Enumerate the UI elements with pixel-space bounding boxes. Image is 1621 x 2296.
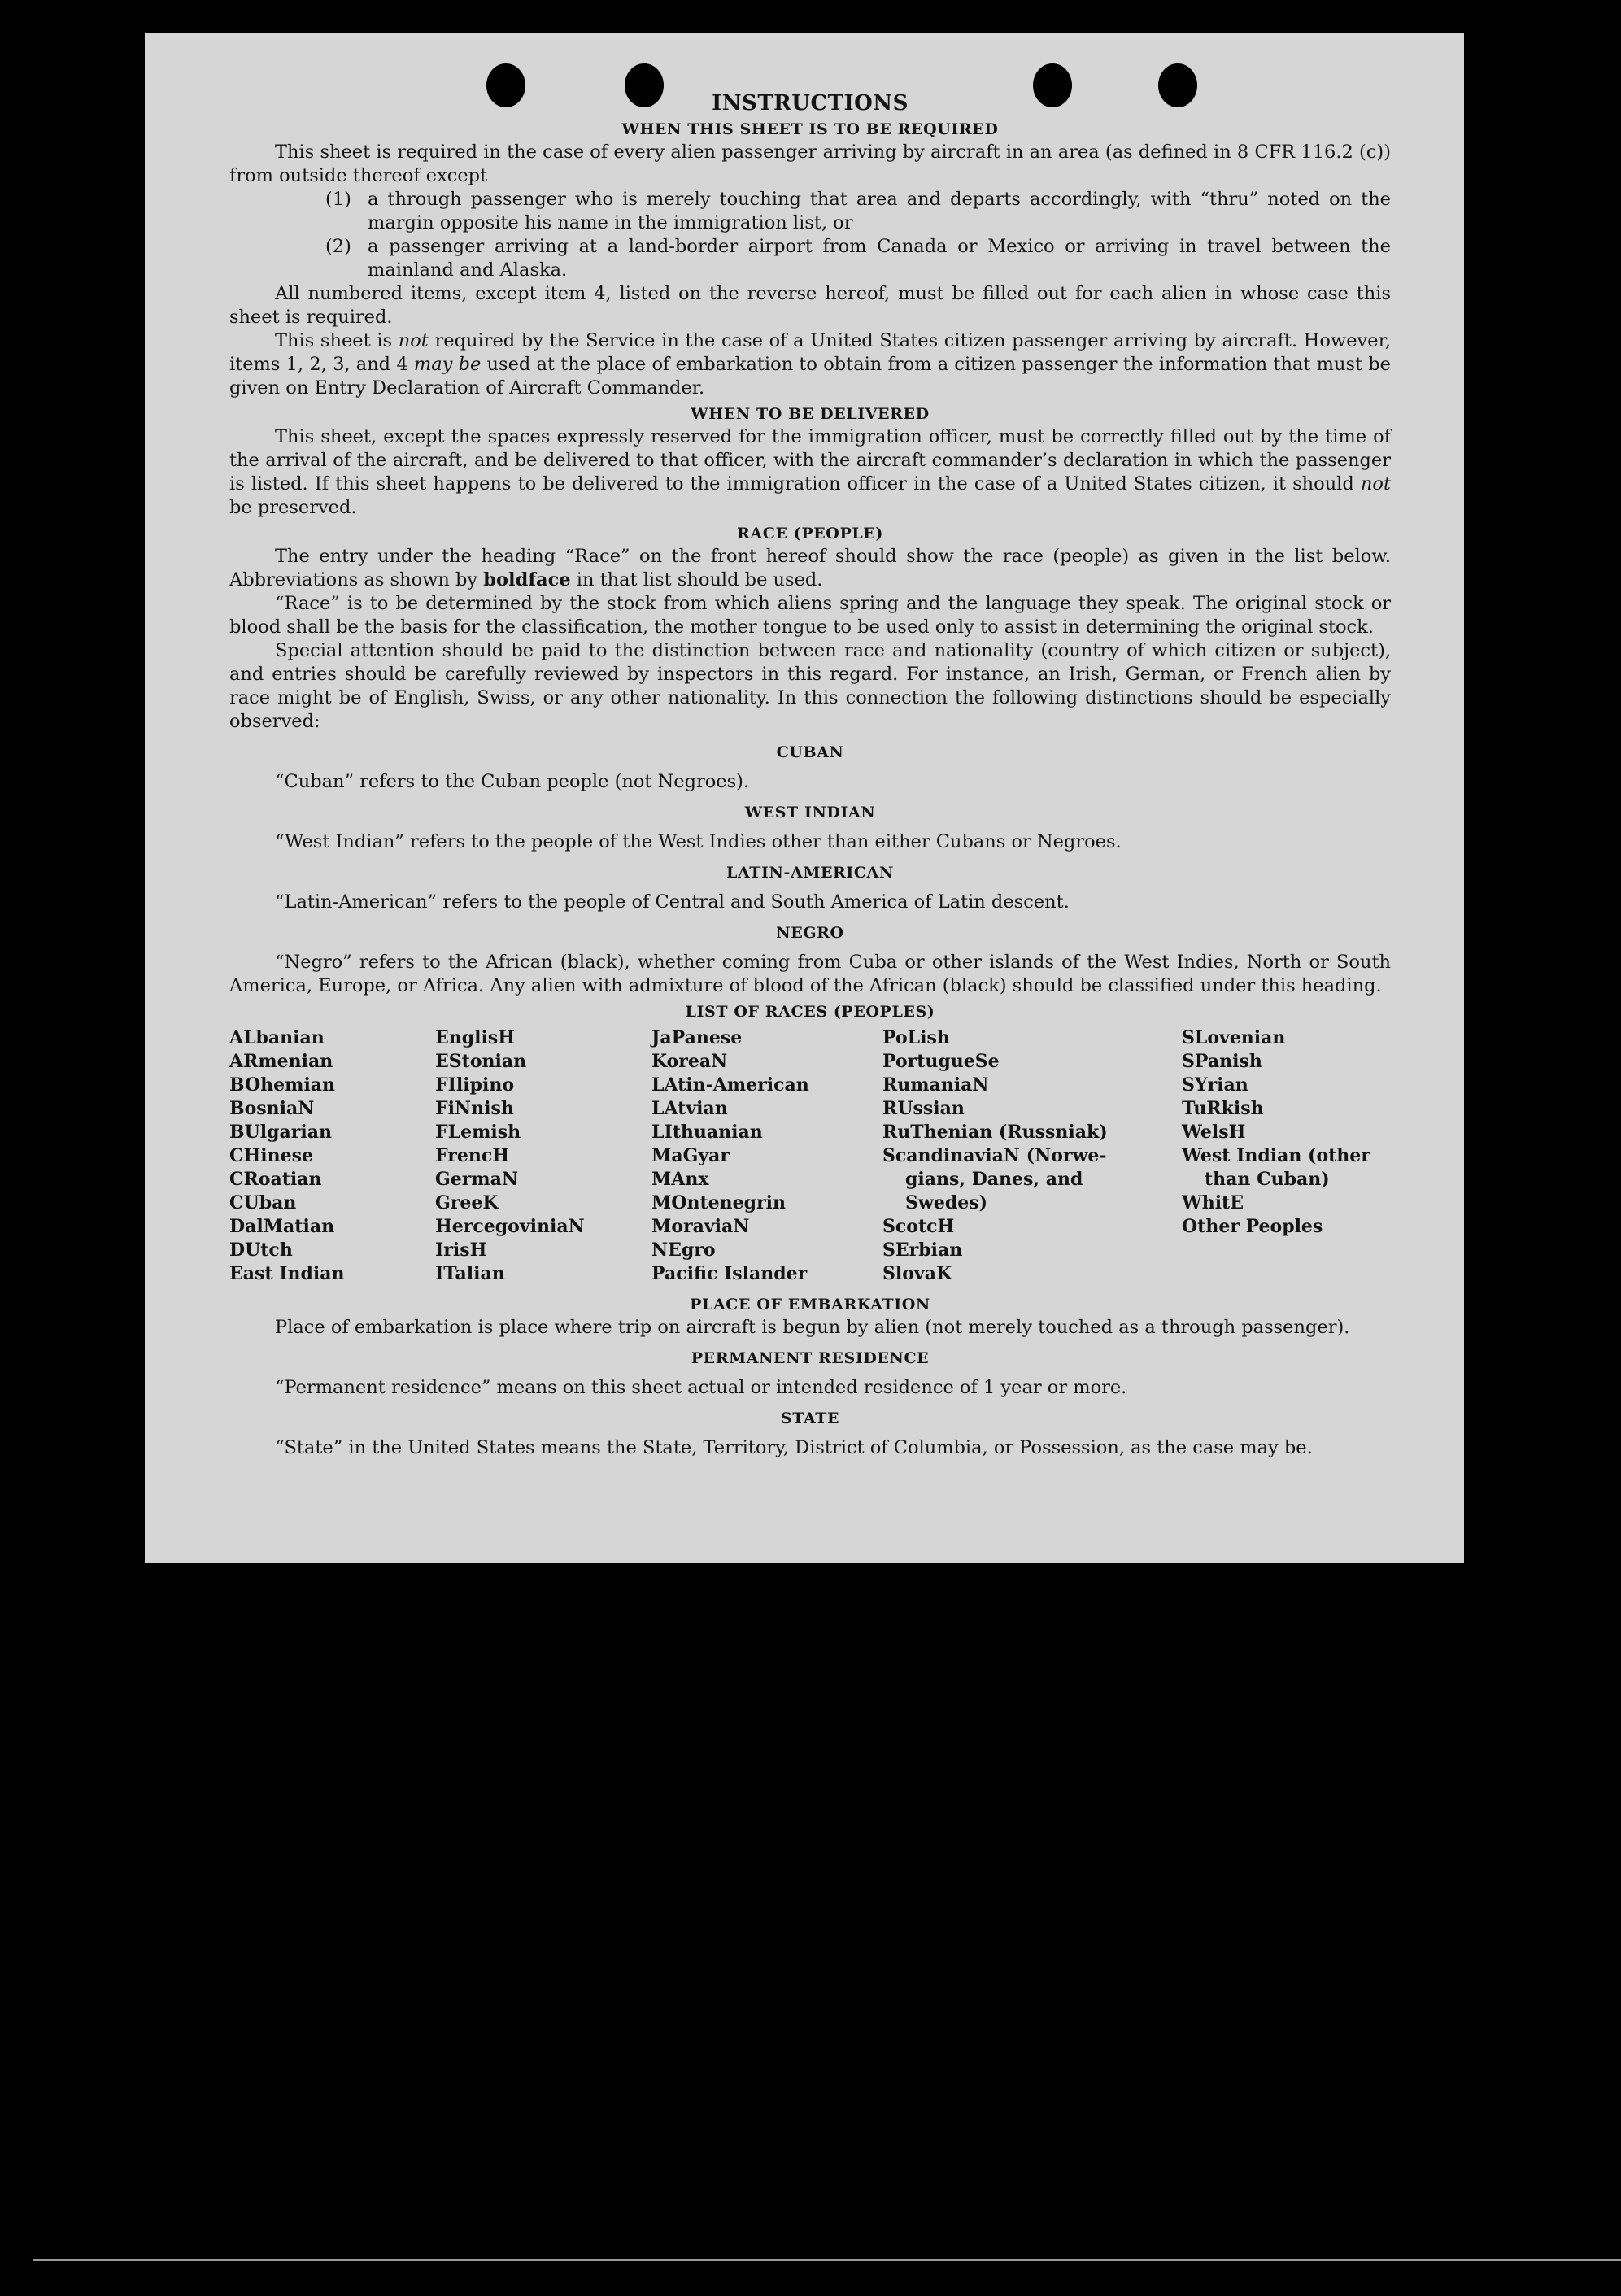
race-entry: Other Peoples xyxy=(1182,1216,1323,1237)
section-heading-state: STATE xyxy=(780,1409,840,1427)
race-entry: WhitE xyxy=(1182,1192,1244,1213)
races-column xyxy=(229,1026,435,1286)
race-entry: EStonian xyxy=(435,1051,527,1072)
race-entry: ITalian xyxy=(435,1263,505,1284)
race-entry: EnglisH xyxy=(435,1027,516,1048)
section-heading-cuban: CUBAN xyxy=(776,743,844,761)
races-column xyxy=(651,1026,882,1286)
race-entry: CHinese xyxy=(229,1145,314,1166)
paragraph: Place of embarkation is place where trip on aircraft is begun by alien (not merely touched as a through passenger). xyxy=(275,1317,1350,1338)
races-column xyxy=(882,1026,1182,1286)
paragraph: “State” in the United States means the State, Territory, District of Columbia, or Possession, as the case may be. xyxy=(275,1437,1313,1458)
section-heading-race: RACE (PEOPLE) xyxy=(737,525,883,542)
race-entry: GreeK xyxy=(435,1192,499,1213)
race-entry: GermaN xyxy=(435,1169,519,1190)
section-heading-required: WHEN THIS SHEET IS TO BE REQUIRED xyxy=(621,120,999,138)
race-entry: FrencH xyxy=(435,1145,509,1166)
race-entry: SLovenian xyxy=(1182,1027,1286,1048)
race-entry: RuThenian (Russniak) xyxy=(882,1122,1108,1143)
race-entry: SErbian xyxy=(882,1239,963,1261)
race-entry: RUssian xyxy=(882,1098,965,1119)
race-entry: SYrian xyxy=(1182,1074,1248,1096)
list-item xyxy=(229,235,1391,282)
race-entry: PortugueSe xyxy=(882,1051,1000,1072)
race-entry: CRoatian xyxy=(229,1169,322,1190)
section-heading-list: LIST OF RACES (PEOPLES) xyxy=(685,1003,935,1021)
paragraph: This sheet, except the spaces expressly reserved for the immigration officer, must be correctly filled out by the time of the arrival of the aircraft, and be delivered to that officer, with the aircraft commander’s declaration in which the passenger is listed. If this sheet happens to be delivered to the immigration officer in the case of a United States citizen, it should not be preserved. xyxy=(229,426,1391,518)
race-entry: CUban xyxy=(229,1192,297,1213)
document-sheet xyxy=(145,33,1464,1563)
section-heading-delivered: WHEN TO BE DELIVERED xyxy=(691,405,930,423)
race-entry: WelsH xyxy=(1182,1122,1246,1143)
paragraph: “Race” is to be determined by the stock from which aliens spring and the language they speak. The original stock or blood shall be the basis for the classification, the mother tongue to be used only to assist in determining the original stock. xyxy=(229,593,1391,638)
race-entry: MaGyar xyxy=(651,1145,730,1166)
race-entry: SlovaK xyxy=(882,1263,952,1284)
races-column xyxy=(1182,1026,1391,1286)
page-title: INSTRUCTIONS xyxy=(712,91,909,115)
paragraph: “Latin-American” refers to the people of Central and South America of Latin descent. xyxy=(275,891,1070,913)
paragraph: “Cuban” refers to the Cuban people (not Negroes). xyxy=(275,771,750,792)
race-entry: BUlgarian xyxy=(229,1122,332,1143)
race-entry: LAtin-American xyxy=(651,1074,809,1096)
race-entry: FLemish xyxy=(435,1122,521,1143)
paragraph: “Negro” refers to the African (black), whether coming from Cuba or other islands of the West Indies, North or South America, Europe, or Africa. Any alien with admixture of blood of the African (black) should be classified under this heading. xyxy=(229,952,1391,996)
section-heading-latin-american: LATIN-AMERICAN xyxy=(726,864,894,882)
race-entry: MOntenegrin xyxy=(651,1192,786,1213)
race-entry: TuRkish xyxy=(1182,1098,1264,1119)
race-entry: KoreaN xyxy=(651,1051,728,1072)
race-entry: LIthuanian xyxy=(651,1122,763,1143)
paragraph: “Permanent residence” means on this sheet actual or intended residence of 1 year or more. xyxy=(275,1377,1127,1398)
races-list xyxy=(229,1026,1391,1286)
item-text: a through passenger who is merely touching that area and departs accordingly, with “thru” noted on the margin opposite his name in the immigration list, or xyxy=(368,189,1391,233)
paragraph: The entry under the heading “Race” on the front hereof should show the race (people) as given in the list below. Abbreviations as shown by boldface in that list should be used. xyxy=(229,546,1391,590)
race-entry: BOhemian xyxy=(229,1074,336,1096)
race-entry: MAnx xyxy=(651,1169,709,1190)
race-entry-continued: gians, Danes, and xyxy=(905,1169,1083,1190)
race-entry: ALbanian xyxy=(229,1027,325,1048)
race-entry: JaPanese xyxy=(651,1027,743,1048)
race-entry: LAtvian xyxy=(651,1098,728,1119)
paragraph: All numbered items, except item 4, listed on the reverse hereof, must be filled out for each alien in whose case this sheet is required. xyxy=(229,283,1391,328)
race-entry: FIlipino xyxy=(435,1074,515,1096)
section-heading-embarkation: PLACE OF EMBARKATION xyxy=(690,1296,930,1314)
list-item xyxy=(229,188,1391,235)
race-entry: IrisH xyxy=(435,1239,487,1261)
race-entry: DalMatian xyxy=(229,1216,335,1237)
race-entry: ARmenian xyxy=(229,1051,333,1072)
section-heading-negro: NEGRO xyxy=(776,924,844,942)
item-number: (1) xyxy=(325,189,351,210)
race-entry: East Indian xyxy=(229,1263,345,1284)
race-entry: RumaniaN xyxy=(882,1074,989,1096)
race-entry: MoraviaN xyxy=(651,1216,750,1237)
section-heading-residence: PERMANENT RESIDENCE xyxy=(691,1349,930,1367)
race-entry-continued: than Cuban) xyxy=(1205,1169,1330,1190)
race-entry: PoLish xyxy=(882,1027,950,1048)
paragraph: This sheet is required in the case of every alien passenger arriving by aircraft in an area (as defined in 8 CFR 116.2 (c)) from outside thereof except xyxy=(229,142,1391,186)
instructions-content xyxy=(229,91,1391,1460)
item-text: a passenger arriving at a land-border airport from Canada or Mexico or arriving in travel between the mainland and Alaska. xyxy=(368,236,1391,281)
race-entry: FiNnish xyxy=(435,1098,514,1119)
race-entry: DUtch xyxy=(229,1239,293,1261)
race-entry: ScandinaviaN (Norwe- xyxy=(882,1145,1107,1166)
race-entry: West Indian (other xyxy=(1182,1145,1370,1166)
race-entry: HercegoviniaN xyxy=(435,1216,585,1237)
race-entry: BosniaN xyxy=(229,1098,315,1119)
race-entry: Pacific Islander xyxy=(651,1263,808,1284)
race-entry-continued: Swedes) xyxy=(905,1192,987,1213)
paragraph: “West Indian” refers to the people of the West Indies other than either Cubans or Negroes. xyxy=(275,831,1122,852)
section-heading-west-indian: WEST INDIAN xyxy=(744,804,876,821)
race-entry: ScotcH xyxy=(882,1216,955,1237)
paragraph: This sheet is not required by the Service in the case of a United States citizen passenger arriving by aircraft. However, items 1, 2, 3, and 4 may be used at the place of embarkation to obtain from a citizen passenger the information that must be given on Entry Declaration of Aircraft Commander. xyxy=(229,330,1391,399)
race-entry: SPanish xyxy=(1182,1051,1262,1072)
item-number: (2) xyxy=(325,236,351,257)
races-column xyxy=(435,1026,651,1286)
race-entry: NEgro xyxy=(651,1239,716,1261)
scan-edge-line xyxy=(33,2259,1621,2261)
paragraph: Special attention should be paid to the distinction between race and nationality (country of which citizen or subject), and entries should be carefully reviewed by inspectors in this regard. For instance, an Irish, German, or French alien by race might be of English, Swiss, or any other nationality. In this connection the following distinctions should be especially observed: xyxy=(229,640,1391,732)
